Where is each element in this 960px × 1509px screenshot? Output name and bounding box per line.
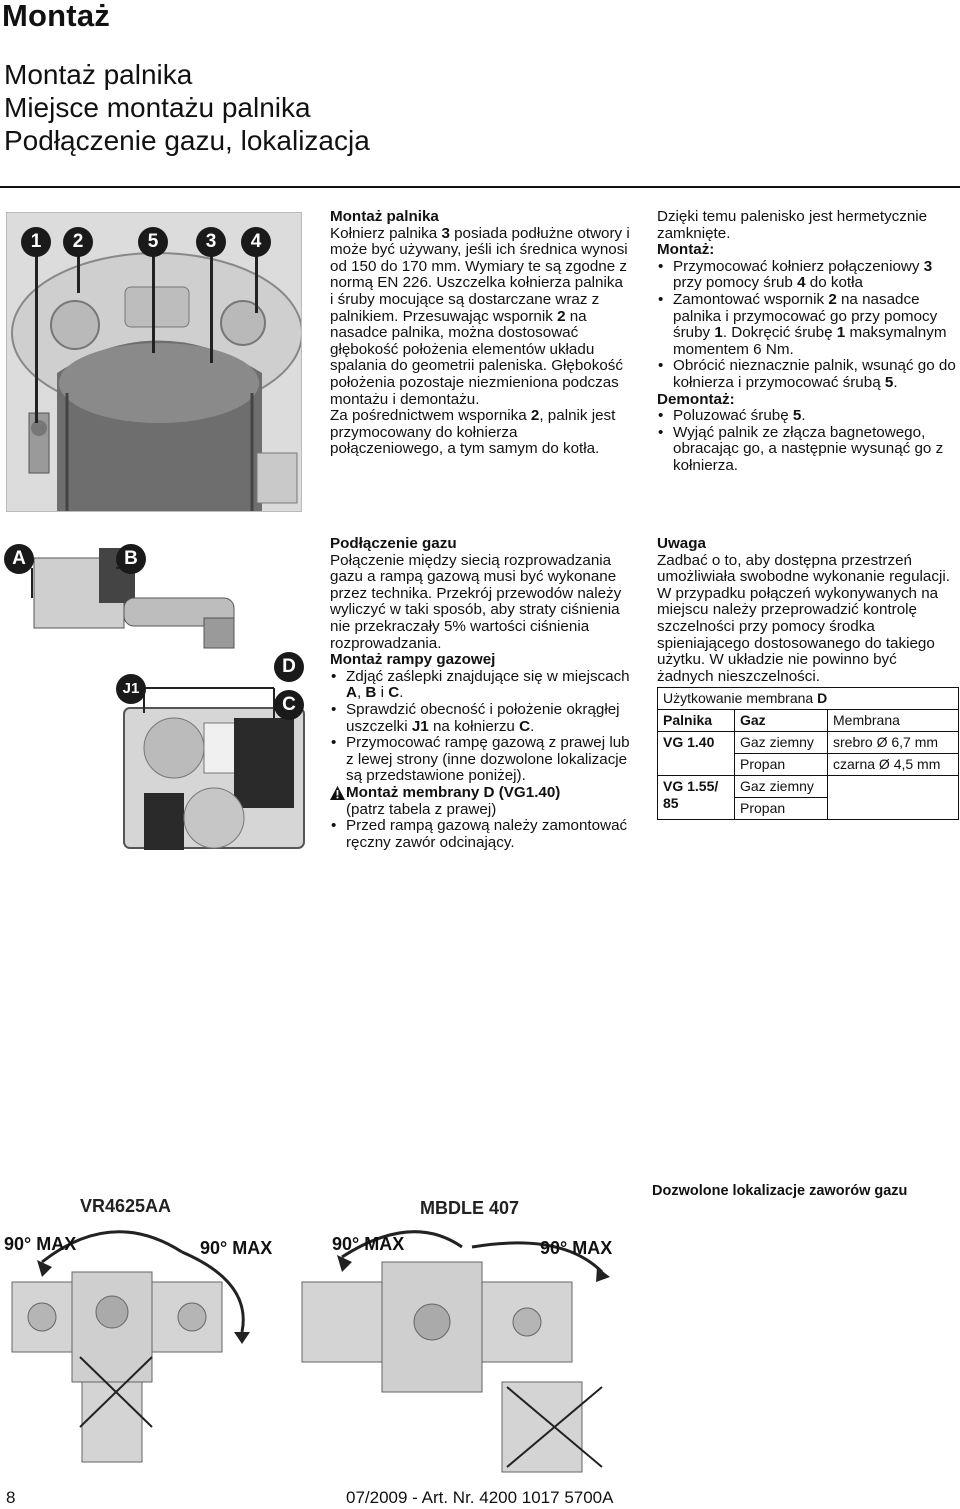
note-text [657, 536, 957, 685]
gas-heading: Podłączenie gazu [330, 535, 457, 552]
marker-line-1 [35, 253, 38, 423]
dismount-steps-list [657, 408, 957, 474]
warning-icon [330, 786, 345, 800]
marker-line-4 [255, 253, 258, 313]
membrane-table-wrap [657, 687, 959, 820]
ramp-steps-list [330, 669, 630, 785]
gas-paragraph: Połączenie między siecią rozprowadzania gazu a rampą gazową musi być wykonane przez technika. Przekrój przewodów należy wyliczyć w taki sposób, aby straty ciśnienia nie przekraczały 5% wartości ciśnienia rozprowadzania. [330, 551, 622, 652]
valve-model-left: VR4625AA [80, 1196, 172, 1216]
section-line-3: Podłączenie gazu, lokalizacja [4, 125, 370, 156]
membrane-table-title: Użytkowanie membrana D [658, 688, 959, 710]
dismount-step: • Poluzować śrubę 5. [657, 408, 957, 425]
burner-mount-heading: Montaż palnika [330, 208, 439, 225]
marker-D: D [274, 652, 304, 682]
marker-B: B [116, 544, 146, 574]
mount-heading: Montaż: [657, 241, 715, 259]
gas-connection-text [330, 536, 630, 851]
burner-mount-steps [657, 209, 957, 475]
note-heading: Uwaga [657, 535, 706, 552]
marker-C: C [274, 690, 304, 720]
ramp-step: • Sprawdzić obecność i położenie okrągłej uszczelki J1 na kołnierzu C. [330, 702, 630, 735]
valve-model-right: MBDLE 407 [420, 1198, 520, 1218]
dismount-step: • Wyjąć palnik ze złącza bagnetowego, obracając go, a następnie wysunąć go z kołnierza. [657, 425, 957, 475]
gas-ramp-figure [4, 538, 306, 850]
membrane-note: (patrz tabela z prawej) [346, 800, 497, 818]
burner-mount-intro: Dzięki temu palenisko jest hermetycznie zamknięte. [657, 208, 928, 242]
marker-line-5 [152, 253, 155, 353]
mount-step: • Przymocować kołnierz połączeniowy 3 przy pomocy śrub 4 do kotła [657, 259, 957, 292]
max-angle-label: 90° MAX [200, 1238, 273, 1258]
dismount-heading: Demontaż: [657, 390, 735, 408]
table-header-row: Palnika Gaz Membrana [658, 710, 959, 732]
marker-1: 1 [21, 227, 51, 257]
section-line-2: Miejsce montażu palnika [4, 92, 311, 123]
valve-locations-figure [2, 1192, 640, 1482]
burner-mount-text [330, 209, 630, 458]
ramp-step: • Przymocować rampę gazową z prawej lub z lewej strony (inne dozwolone lokalizacje są przedstawione poniżej). [330, 735, 630, 785]
membrane-heading: Montaż membrany D (VG1.40) [346, 783, 561, 801]
marker-line-2 [77, 253, 80, 293]
table-row: Propan [658, 798, 959, 820]
page-title: Montaż [2, 0, 110, 33]
membrane-table [657, 687, 959, 820]
burner-mount-paragraph-2: Za pośrednictwem wspornika 2, palnik jest przymocowany do kołnierza połączeniowego, a tym samym do kotła. [330, 407, 616, 458]
section-title [4, 58, 370, 157]
article-reference: 07/2009 - Art. Nr. 4200 1017 5700A [346, 1488, 614, 1507]
ramp-step: • Przed rampą gazową należy zamontować ręczny zawór odcinający. [330, 818, 630, 851]
valve-caption: Dozwolone lokalizacje zaworów gazu [652, 1183, 908, 1199]
marker-4: 4 [241, 227, 271, 257]
marker-line-3 [210, 253, 213, 363]
max-angle-label: 90° MAX [540, 1238, 613, 1258]
mount-step: • Zamontować wspornik 2 na nasadce palnika i przymocować go przy pomocy śruby 1. Dokręcić śrubę 1 maksymalnym momentem 6 Nm. [657, 292, 957, 358]
ramp-heading: Montaż rampy gazowej [330, 651, 496, 669]
marker-J1: J1 [116, 674, 146, 704]
mount-step: • Obrócić nieznacznie palnik, wsunąć go do kołnierza i przymocować śrubą 5. [657, 358, 957, 391]
mount-steps-list [657, 259, 957, 392]
marker-A: A [4, 544, 34, 574]
membrane-warning [330, 785, 630, 818]
marker-3: 3 [196, 227, 226, 257]
ramp-final-step-list [330, 818, 630, 851]
header-divider [0, 186, 960, 188]
table-row: VG 1.40 Gaz ziemny srebro Ø 6,7 mm [658, 732, 959, 754]
note-paragraph: Zadbać o to, aby dostępna przestrzeń umożliwiała swobodne wykonanie regulacji. W przypadku połączeń wykonywanych na miejscu należy przeprowadzić kontrolę szczelności przy pomocy środka spieniającego dostosowanego do takiego użytku. W układzie nie powinno być żadnych nieszczelności. [657, 551, 950, 685]
ramp-step: • Zdjąć zaślepki znajdujące się w miejscach A, B i C. [330, 669, 630, 702]
page-number: 8 [6, 1488, 16, 1507]
valve-locations-drawing [2, 1192, 640, 1482]
burner-flange-figure [6, 212, 302, 512]
section-line-1: Montaż palnika [4, 59, 193, 90]
max-angle-label: 90° MAX [4, 1234, 77, 1254]
marker-5: 5 [138, 227, 168, 257]
max-angle-label: 90° MAX [332, 1234, 405, 1254]
table-row: Propan czarna Ø 4,5 mm [658, 754, 959, 776]
burner-mount-paragraph-1: Kołnierz palnika 3 posiada podłużne otwory i może być używany, jeśli ich średnica wynosi od 150 do 170 mm. Wymiary te są zgodne z normą EN 226. Uszczelka kołnierza palnika i śruby mocujące są dostarczane wraz z palnikiem. Przesuwając wspornik 2 na nasadce palnika, można dostosować głębokość położenia elementów układu spalania do geometrii paleniska. Głębokość położenia pozostaje niezmieniona podczas montażu i demontażu. [330, 224, 630, 408]
gas-ramp-drawing [4, 538, 306, 850]
marker-2: 2 [63, 227, 93, 257]
table-row: VG 1.55/ 85 Gaz ziemny [658, 776, 959, 798]
